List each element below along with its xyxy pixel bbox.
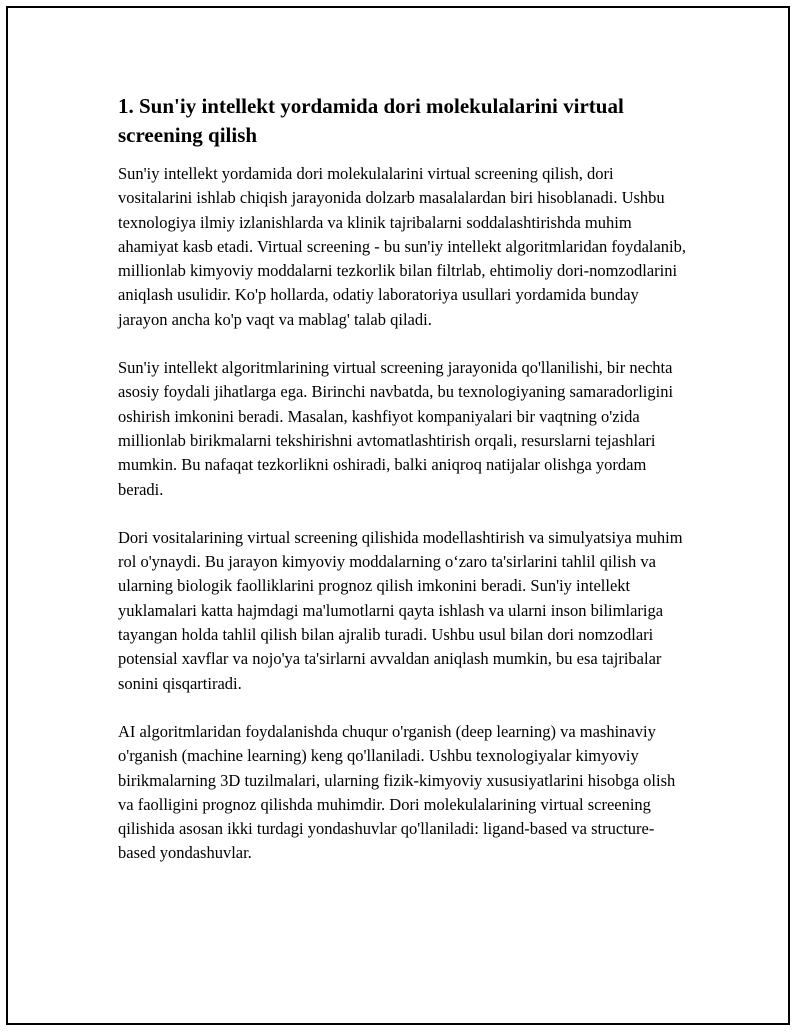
section-heading: 1. Sun'iy intellekt yordamida dori molekulalarini virtual screening qilish — [118, 94, 624, 147]
paragraph-1: Sun'iy intellekt yordamida dori molekulalarini virtual screening qilish, dori vositalarini ishlab chiqish jarayonida dolzarb masalalardan biri hisoblanadi. Ushbu texnologiya ilmiy izlanishlarda va klinik tajribalarni soddalashtirishda muhim ahamiyat kasb etadi. Virtual screening - bu sun'iy intellekt algoritmlaridan foydalanib, millionlab kimyoviy moddalarni tezkorlik bilan filtrlab, ehtimoliy dori-nomzodlarini aniqlash usulidir. Ko'p hollarda, odatiy laboratoriya usullari yordamida bunday jarayon ancha ko'p vaqt va mablag' talab qiladi. — [118, 164, 687, 329]
paragraph-4: AI algoritmlaridan foydalanishda chuqur o'rganish (deep learning) va mashinaviy o'rganish (machine learning) keng qo'llaniladi. Ushbu texnologiyalar kimyoviy birikmalarning 3D tuzilmalari, ularning fizik-kimyoviy xususiyatlarini hisobga olish va faolligini prognoz qilishda muhimdir. Dori molekulalarining virtual screening qilishida asosan ikki turdagi yondashuvlar qo'llaniladi: ligand-based va structure-based yondashuvlar. — [118, 721, 676, 863]
document-body — [118, 92, 690, 890]
paragraph-3: Dori vositalarining virtual screening qilishida modellashtirish va simulyatsiya muhim rol o'ynaydi. Bu jarayon kimyoviy moddalarning o‘zaro ta'sirlarini tahlil qilish va ularning biologik faolliklarini prognoz qilish imkonini beradi. Sun'iy intellekt yuklamalari katta hajmdagi ma'lumotlarni qayta ishlash va ularni inson bilimlariga tayangan holda tahlil qilish bilan ajralib turadi. Ushbu usul bilan dori nomzodlari potensial xavflar va nojo'ya ta'sirlarni avvaldan aniqlash mumkin, bu esa tajribalar sonini qisqartiradi. — [118, 527, 683, 693]
paragraph-2: Sun'iy intellekt algoritmlarining virtual screening jarayonida qo'llanilishi, bir nechta asosiy foydali jihatlarga ega. Birinchi navbatda, bu texnologiyaning samaradorligini oshirish imkonini beradi. Masalan, kashfiyot kompaniyalari bir vaqtning o'zida millionlab birikmalarni tekshirishni avtomatlashtirish orqali, resurslarni tejashlari mumkin. Bu nafaqat tezkorlikni oshiradi, balki aniqroq natijalar olishga yordam beradi. — [118, 358, 674, 499]
